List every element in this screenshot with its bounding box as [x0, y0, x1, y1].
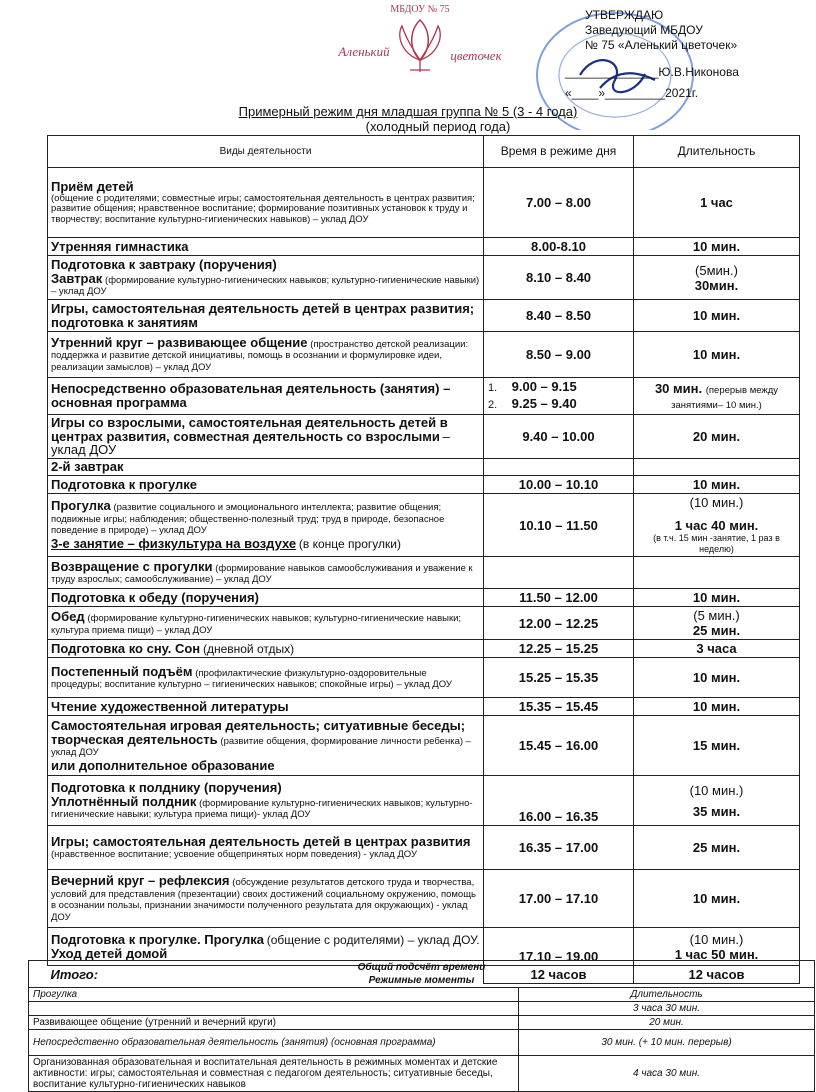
summary-row-value: 20 мин.	[519, 1016, 815, 1030]
row-name: Игры, самостоятельная деятельность детей в центрах развития; подготовка к занятиям	[51, 300, 475, 330]
table-row	[48, 332, 800, 378]
summary-row-name: Прогулка	[29, 988, 519, 1002]
row-name: Утренний круг – развивающее общение	[51, 334, 308, 350]
row-name: Подготовка к завтраку (поручения)	[51, 256, 277, 272]
row-duration: 10 мин.	[634, 658, 800, 698]
header-activity: Виды деятельности	[48, 136, 484, 168]
table-row	[48, 415, 800, 459]
table-row	[48, 459, 800, 476]
summary-row-name: Организованная образовательная и воспитательная деятельность в режимных моментах и детские активности: игры; самостоятельная и совместная с педагогом деятельность; ситуативные беседы, воспитание культурно-гигиенических навыков	[29, 1056, 519, 1092]
table-row	[48, 698, 800, 716]
row-time: 8.10 – 8.40	[484, 256, 634, 300]
approval-line5: «____»_________2021г.	[565, 86, 699, 100]
row-duration	[634, 557, 800, 589]
row-duration: 30 мин.	[654, 381, 703, 396]
row-name3-tail: (в конце прогулки)	[298, 536, 401, 551]
row-duration: 10 мин.	[634, 332, 800, 378]
summary-row-value: 30 мин. (+ 10 мин. перерыв)	[519, 1030, 815, 1056]
title-line2: (холодный период года)	[365, 119, 511, 134]
row-time: 7.00 – 8.00	[484, 168, 634, 238]
row-time: 8.00-8.10	[484, 238, 634, 256]
row-time: 8.50 – 9.00	[484, 332, 634, 378]
row-duration-sub: (5мин.)	[695, 262, 738, 278]
row-name: Возвращение с прогулки	[51, 558, 213, 574]
row-time: 15.35 – 15.45	[484, 698, 634, 716]
row-duration: 10 мин.	[634, 238, 800, 256]
row-name: Подготовка ко сну. Сон	[51, 640, 201, 656]
row-name: Самостоятельная игровая деятельность; ситуативные беседы; творческая деятельность	[51, 717, 466, 747]
row-name: Чтение художественной литературы	[51, 698, 289, 714]
row-duration: 1 час 40 мин.	[674, 518, 759, 533]
kindergarten-logo	[330, 0, 510, 75]
row-name: Подготовка к полднику (поручения)	[51, 779, 282, 795]
row-duration: 25 мин.	[692, 623, 741, 638]
row-name3: или дополнительное образование	[51, 757, 275, 773]
row-desc: (формирование культурно-гигиенических навыков; культурно-гигиенические навыки; культура приема пищи) – уклад ДОУ	[51, 613, 462, 636]
approval-line4: ______________Ю.В.Никонова	[565, 65, 739, 79]
row-duration: 10 мин.	[634, 698, 800, 716]
summary-col2: Длительность	[519, 988, 815, 1002]
table-row	[48, 238, 800, 256]
row-duration: 25 мин.	[634, 826, 800, 870]
table-row	[48, 557, 800, 589]
row-name: Подготовка к прогулке	[51, 476, 198, 492]
table-row	[48, 378, 800, 415]
table-row	[48, 494, 800, 557]
row-name: Прогулка	[51, 498, 111, 514]
title-line1: Примерный режим дня младшая группа № 5 (3 - 4 года)	[238, 104, 578, 119]
row-name: Обед	[51, 609, 85, 624]
row-duration: 1 час	[634, 168, 800, 238]
row-name2: Завтрак	[51, 270, 103, 286]
approval-line2: Заведующий МБДОУ	[585, 23, 703, 37]
row-duration: 1 час 50 мин.	[674, 946, 759, 962]
row-name: Вечерний круг – рефлексия	[51, 873, 230, 888]
row-desc: (нравственное воспитание; усвоение общепринятых норм поведения) - уклад ДОУ	[51, 848, 418, 860]
summary-col1: Режимные моменты	[29, 974, 815, 988]
row-duration: 10 мин.	[634, 300, 800, 332]
row-num1: 1.	[488, 382, 498, 394]
summary-caption: Общий подсчёт времени	[29, 961, 815, 975]
row-name2: Уход детей домой	[51, 945, 168, 961]
summary-row-name: Развивающее общение (утренний и вечерний круги)	[29, 1016, 519, 1030]
table-row	[48, 870, 800, 928]
row-desc: (дневной отдых)	[202, 641, 295, 656]
logo-top-text: МБДОУ № 75	[390, 4, 450, 15]
total-duration: 12 часов	[634, 966, 800, 984]
row-desc: (профилактические физкультурно-оздоровительные процедуры; воспитание культурно – гигиенических навыков; спокойные игры) – уклад ДОУ	[51, 667, 452, 690]
table-row	[48, 589, 800, 607]
row-desc: (формирование навыков самообслуживания и уважение к труду взрослых; самообслуживание) – уклад ДОУ	[51, 562, 473, 585]
row-desc: (общение с родителями) – уклад ДОУ.	[266, 932, 480, 947]
row-time: 12.25 – 15.25	[484, 640, 634, 658]
row-name: Игры; самостоятельная деятельность детей в центрах развития	[51, 833, 471, 849]
row-name3: 3-е занятие – физкультура на воздухе	[51, 535, 297, 551]
row-name2: Уплотнённый полдник	[51, 793, 197, 809]
row-desc: (обсуждение результатов детского труда и творчества, условий для представления (презентации) своих достижений социальному окружению, помощь в осознании пользы, признании значимости полученного результата для окружающих) - уклад ДОУ	[51, 877, 476, 923]
row-name: Утренняя гимнастика	[51, 238, 189, 254]
row-desc: (пространство детской реализации: поддержка и развитие детской инициативы, помощь в осознании и формулировке идеи, реализации замыслов) – уклад ДОУ	[51, 338, 469, 373]
table-header-row	[48, 136, 800, 168]
table-row	[48, 300, 800, 332]
row-time: 10.00 – 10.10	[484, 476, 634, 494]
row-desc: (развитие социального и эмоционального интеллекта; развитие общения; подвижные игры; наблюдения; общественно-полезный труд; труд в природе, безопасное поведение в природе) – уклад ДОУ	[51, 502, 445, 537]
row-duration-sub: (5 мин.)	[693, 608, 740, 623]
row-desc: – уклад ДОУ	[51, 429, 450, 457]
row-name: Подготовка к обеду (поручения)	[51, 589, 259, 605]
approval-line1: УТВЕРЖДАЮ	[585, 8, 664, 22]
table-row	[48, 826, 800, 870]
row-name: Приём детей	[51, 178, 134, 194]
table-row	[48, 658, 800, 698]
table-row	[48, 640, 800, 658]
row-duration-note: (перерыв между занятиями– 10 мин.)	[671, 385, 779, 411]
row-time: 8.40 – 8.50	[484, 300, 634, 332]
table-row	[48, 476, 800, 494]
summary-row-name: Непосредственно образовательная деятельность (занятия) (основная программа)	[29, 1030, 519, 1056]
table-row	[48, 776, 800, 826]
row-desc: (развитие общения, формирование личности ребенка) – уклад ДОУ	[51, 735, 471, 758]
total-label: Итого:	[50, 966, 99, 982]
row-duration-sub: (10 мин.)	[689, 495, 744, 510]
row-time2: 9.25 – 9.40	[511, 396, 577, 411]
row-desc: (формирование культурно-гигиенических навыков; культурно-гигиенические навыки) – уклад ДОУ	[51, 274, 480, 297]
row-name: Игры со взрослыми, самостоятельная деятельность детей в центрах развития, совместная деятельность со взрослыми	[51, 415, 448, 444]
header-duration: Длительность	[634, 136, 800, 168]
row-time: 15.45 – 16.00	[484, 716, 634, 776]
row-duration-note: (в т.ч. 15 мин -занятие, 1 раз в неделю)	[653, 533, 780, 554]
logo-left-text: Аленький	[338, 44, 390, 59]
row-duration	[634, 459, 800, 476]
table-row	[48, 607, 800, 640]
summary-table	[28, 960, 815, 1092]
row-time: 9.00 – 9.15	[511, 379, 577, 394]
table-row	[48, 168, 800, 238]
page-title	[0, 104, 816, 134]
row-duration: 15 мин.	[634, 716, 800, 776]
row-duration: 35 мин.	[692, 803, 741, 819]
logo-right-text: цветочек	[450, 48, 502, 63]
row-duration: 20 мин.	[634, 415, 800, 459]
row-time: 16.00 – 16.35	[484, 776, 634, 826]
row-duration-sub: (10 мин.)	[689, 782, 744, 798]
row-time: 11.50 – 12.00	[484, 589, 634, 607]
row-time: 12.00 – 12.25	[484, 607, 634, 640]
row-name: 2-й завтрак	[51, 459, 124, 474]
total-time: 12 часов	[484, 966, 634, 984]
row-duration-sub: (10 мин.)	[689, 931, 744, 947]
row-time	[484, 459, 634, 476]
table-row	[48, 256, 800, 300]
row-duration: 10 мин.	[634, 476, 800, 494]
row-time: 15.25 – 15.35	[484, 658, 634, 698]
row-duration: 3 часа	[634, 640, 800, 658]
row-name: Постепенный подъём	[51, 663, 193, 679]
row-desc: (формирование культурно-гигиенических навыков; культурно-гигиенические навыки; культура приема пищи)- уклад ДОУ	[51, 797, 473, 820]
row-desc: (общение с родителями; совместные игры; самостоятельная деятельность в центрах развития; развитие общения; нравственное воспитание; формирование позитивных установок к труду и творчеству; воспитание культурно-гигиенических навыков) – уклад ДОУ	[51, 192, 475, 225]
row-name: Непосредственно образовательная деятельность (занятия) – основная программа	[51, 381, 451, 410]
row-num2: 2.	[488, 399, 498, 411]
row-duration: 10 мин.	[634, 589, 800, 607]
table-row	[48, 716, 800, 776]
row-duration: 10 мин.	[634, 870, 800, 928]
row-time	[484, 557, 634, 589]
row-time: 16.35 – 17.00	[484, 826, 634, 870]
row-duration: 30мин.	[694, 277, 739, 293]
approval-block	[565, 8, 739, 101]
approval-line3: № 75 «Аленький цветочек»	[585, 38, 738, 52]
row-name: Подготовка к прогулке. Прогулка	[51, 931, 264, 947]
row-time: 17.00 – 17.10	[484, 870, 634, 928]
row-time: 10.10 – 11.50	[484, 494, 634, 557]
row-time: 9.40 – 10.00	[484, 415, 634, 459]
row-time: 17.10 – 19.00	[484, 928, 634, 966]
summary-row-value: 4 часа 30 мин.	[519, 1056, 815, 1092]
summary-row-value: 3 часа 30 мин.	[519, 1002, 815, 1016]
header-time: Время в режиме дня	[484, 136, 634, 168]
schedule-table	[47, 135, 800, 984]
